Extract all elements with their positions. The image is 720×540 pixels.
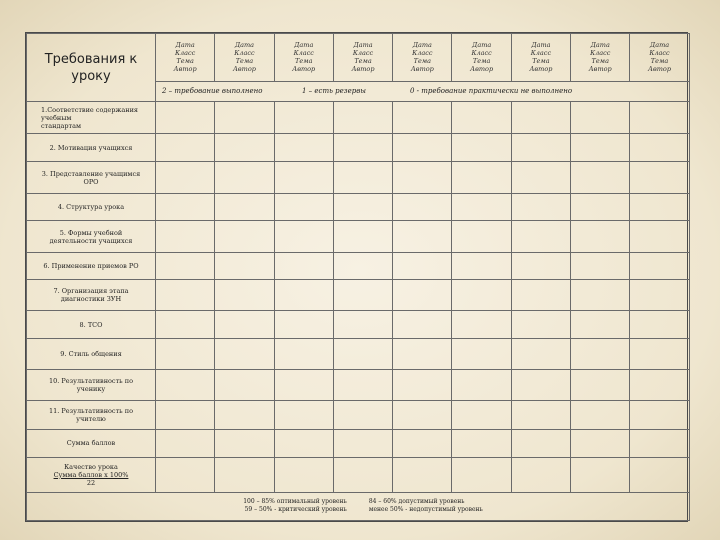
column-header-line3: Тема [176, 57, 194, 66]
quality-label [27, 457, 156, 492]
column-header-line1: Дата [412, 41, 432, 50]
score-cell[interactable] [156, 253, 215, 280]
requirement-row [27, 221, 690, 253]
score-cell[interactable] [333, 311, 392, 339]
score-cell[interactable] [571, 400, 630, 429]
column-header-line1: Дата [531, 41, 551, 50]
score-cell[interactable] [333, 457, 392, 492]
requirement-label-line1: 1.Соответствие содержания [41, 105, 139, 114]
score-cell[interactable] [630, 221, 689, 253]
score-cell[interactable] [274, 102, 333, 134]
score-cell[interactable] [274, 457, 333, 492]
legend-item-2: 2 – требование выполнено [162, 87, 263, 96]
score-cell[interactable] [452, 429, 511, 457]
requirement-label [27, 311, 156, 339]
requirement-row [27, 400, 690, 429]
score-cell[interactable] [333, 253, 392, 280]
column-header-line1: Дата [294, 41, 314, 50]
column-header-line3: Тема [472, 57, 491, 66]
score-cell[interactable] [393, 369, 452, 400]
requirement-label-line1: 6. Применение приемов РО [43, 262, 139, 271]
score-cell[interactable] [215, 280, 274, 311]
requirement-label [27, 221, 156, 253]
column-header-line2: Класс [530, 49, 552, 58]
column-header-line4: Автор [470, 65, 494, 74]
score-cell[interactable] [393, 457, 452, 492]
score-cell[interactable] [452, 400, 511, 429]
column-header-line2: Класс [649, 49, 670, 58]
score-cell[interactable] [452, 134, 511, 162]
score-cell[interactable] [630, 134, 689, 162]
score-cell[interactable] [393, 429, 452, 457]
requirement-row [27, 338, 690, 369]
score-cell[interactable] [156, 311, 215, 339]
score-cell[interactable] [156, 280, 215, 311]
score-cell[interactable] [215, 102, 274, 134]
column-header-line3: Тема [295, 57, 313, 66]
requirement-row [27, 253, 690, 280]
score-cell[interactable] [571, 280, 630, 311]
requirement-label [27, 338, 156, 369]
requirement-row [27, 194, 690, 221]
column-header-line2: Класс [590, 49, 611, 58]
requirement-label-line1: 7. Организация этапа [53, 287, 129, 296]
score-cell[interactable] [571, 134, 630, 162]
requirement-label-line2: учебным [41, 113, 72, 122]
column-header-line3: Тема [235, 57, 254, 66]
column-header-line3: Тема [650, 57, 669, 66]
score-cell[interactable] [393, 162, 452, 194]
score-cell[interactable] [571, 311, 630, 339]
quality-row [27, 457, 690, 492]
score-cell[interactable] [333, 369, 392, 400]
column-header-line1: Дата [649, 41, 670, 50]
score-cell[interactable] [511, 457, 570, 492]
score-cell[interactable] [511, 369, 570, 400]
column-header-line4: Автор [292, 65, 316, 74]
column-header [393, 34, 452, 82]
column-header [215, 34, 274, 82]
score-cell[interactable] [511, 162, 570, 194]
requirement-label-line2: деятельности учащихся [49, 236, 133, 245]
requirement-row [27, 280, 690, 311]
score-cell[interactable] [571, 369, 630, 400]
requirement-label [27, 429, 156, 457]
column-header-line4: Автор [529, 65, 553, 74]
requirement-label [27, 280, 156, 311]
score-cell[interactable] [630, 194, 689, 221]
score-cell[interactable] [452, 102, 511, 134]
score-cell[interactable] [630, 162, 689, 194]
requirement-label-line2: ученику [76, 384, 106, 393]
column-header-line1: Дата [353, 41, 373, 50]
quality-line2: Сумма баллов х 100% [53, 470, 129, 479]
column-header-line4: Автор [588, 65, 612, 74]
score-cell[interactable] [511, 134, 570, 162]
score-cell[interactable] [274, 400, 333, 429]
score-cell[interactable] [215, 400, 274, 429]
quality-line1: Качество урока [64, 462, 118, 471]
score-cell[interactable] [630, 311, 689, 339]
score-cell[interactable] [156, 429, 215, 457]
requirement-label-line1: 4. Структура урока [57, 203, 125, 212]
scale-optimal: 100 – 85% оптимальный уровень [243, 498, 347, 506]
score-cell[interactable] [511, 280, 570, 311]
requirement-label-line1: 5. Формы учебной [59, 228, 123, 237]
requirement-row [27, 102, 690, 134]
score-cell[interactable] [156, 162, 215, 194]
requirement-label-line1: 3. Представление учащимся [41, 169, 141, 178]
score-cell[interactable] [215, 429, 274, 457]
column-header [511, 34, 570, 82]
score-cell[interactable] [452, 311, 511, 339]
score-cell[interactable] [156, 338, 215, 369]
score-cell[interactable] [630, 280, 689, 311]
score-cell[interactable] [274, 369, 333, 400]
requirement-row [27, 369, 690, 400]
column-header-line4: Автор [173, 65, 197, 74]
scale-critical: 59 – 50% - критический уровень [244, 506, 347, 514]
score-cell[interactable] [156, 102, 215, 134]
score-cell[interactable] [511, 221, 570, 253]
footer-row [27, 492, 690, 520]
score-cell[interactable] [274, 221, 333, 253]
column-header-line2: Класс [234, 49, 255, 58]
requirement-row [27, 311, 690, 339]
score-cell[interactable] [571, 102, 630, 134]
requirement-label-line2: учителю [76, 414, 106, 423]
score-cell[interactable] [274, 134, 333, 162]
score-cell[interactable] [452, 221, 511, 253]
requirement-label-line1: Сумма баллов [66, 439, 116, 448]
score-cell[interactable] [571, 162, 630, 194]
score-cell[interactable] [215, 162, 274, 194]
requirement-label-line1: 8. ТСО [79, 320, 103, 329]
column-header [156, 34, 215, 82]
score-cell[interactable] [333, 102, 392, 134]
score-cell[interactable] [393, 400, 452, 429]
score-cell[interactable] [571, 253, 630, 280]
score-cell[interactable] [333, 280, 392, 311]
column-header [452, 34, 511, 82]
score-cell[interactable] [156, 369, 215, 400]
score-cell[interactable] [630, 457, 689, 492]
score-cell[interactable] [571, 221, 630, 253]
score-cell[interactable] [630, 253, 689, 280]
column-header-line1: Дата [590, 41, 610, 50]
score-cell[interactable] [393, 134, 452, 162]
score-cell[interactable] [393, 194, 452, 221]
score-cell[interactable] [156, 134, 215, 162]
quality-line3: 22 [86, 478, 96, 487]
scale-unacceptable: менее 50% - недопустимый уровень [368, 506, 483, 514]
requirement-label-line1: 11. Результативность по [48, 406, 134, 415]
score-cell[interactable] [274, 429, 333, 457]
score-cell[interactable] [274, 338, 333, 369]
requirement-row [27, 429, 690, 457]
score-cell[interactable] [511, 253, 570, 280]
column-header [630, 34, 689, 82]
legend [156, 81, 690, 102]
score-cell[interactable] [452, 338, 511, 369]
requirement-label-line3: стандартам [41, 121, 82, 130]
score-cell[interactable] [452, 162, 511, 194]
score-cell[interactable] [156, 400, 215, 429]
requirement-label-line1: 9. Стиль общения [60, 349, 122, 358]
score-cell[interactable] [156, 221, 215, 253]
table-title: Требования к уроку [27, 34, 156, 102]
column-header-line3: Тема [354, 57, 372, 66]
score-cell[interactable] [571, 338, 630, 369]
column-header-line2: Класс [352, 49, 374, 58]
score-cell[interactable] [511, 429, 570, 457]
score-cell[interactable] [511, 400, 570, 429]
score-cell[interactable] [511, 194, 570, 221]
column-header-line3: Тема [532, 57, 550, 66]
score-cell[interactable] [452, 457, 511, 492]
column-header-line1: Дата [472, 41, 492, 50]
scale-acceptable: 84 – 60% допустимый уровень [368, 498, 465, 506]
score-cell[interactable] [333, 162, 392, 194]
score-cell[interactable] [215, 457, 274, 492]
score-cell[interactable] [393, 253, 452, 280]
score-cell[interactable] [630, 429, 689, 457]
score-cell[interactable] [511, 338, 570, 369]
column-header-line4: Автор [351, 65, 375, 74]
score-cell[interactable] [571, 457, 630, 492]
score-cell[interactable] [452, 369, 511, 400]
score-cell[interactable] [215, 134, 274, 162]
column-header-line2: Класс [174, 49, 196, 58]
score-cell[interactable] [393, 311, 452, 339]
score-cell[interactable] [333, 134, 392, 162]
requirement-label [27, 253, 156, 280]
requirement-row [27, 162, 690, 194]
score-cell[interactable] [630, 338, 689, 369]
score-cell[interactable] [274, 162, 333, 194]
score-cell[interactable] [452, 194, 511, 221]
score-cell[interactable] [511, 102, 570, 134]
legend-item-0: 0 - требование практически не выполнено [410, 87, 573, 96]
requirement-label [27, 194, 156, 221]
score-cell[interactable] [511, 311, 570, 339]
header-row [27, 34, 690, 82]
score-cell[interactable] [156, 457, 215, 492]
requirements-sheet [25, 32, 688, 522]
column-header [571, 34, 630, 82]
score-cell[interactable] [333, 400, 392, 429]
score-cell[interactable] [393, 221, 452, 253]
score-cell[interactable] [452, 280, 511, 311]
requirements-table [26, 33, 690, 521]
score-cell[interactable] [215, 221, 274, 253]
score-cell[interactable] [393, 338, 452, 369]
requirement-label [27, 162, 156, 194]
score-cell[interactable] [393, 280, 452, 311]
column-header-line1: Дата [175, 41, 195, 50]
score-cell[interactable] [630, 369, 689, 400]
score-cell[interactable] [333, 194, 392, 221]
score-cell[interactable] [215, 338, 274, 369]
score-cell[interactable] [333, 221, 392, 253]
column-header-line2: Класс [412, 49, 433, 58]
column-header-line2: Класс [471, 49, 492, 58]
score-cell[interactable] [393, 102, 452, 134]
column-header-line4: Автор [648, 65, 671, 74]
column-header-line4: Автор [410, 65, 434, 74]
score-cell[interactable] [452, 253, 511, 280]
requirement-label-line1: 2. Мотивация учащихся [49, 143, 133, 152]
column-header-line4: Автор [232, 65, 256, 74]
requirement-label-line2: ОРО [83, 177, 99, 186]
requirement-label [27, 102, 156, 134]
requirement-label [27, 134, 156, 162]
score-cell[interactable] [156, 194, 215, 221]
score-cell[interactable] [274, 253, 333, 280]
column-header [274, 34, 333, 82]
score-cell[interactable] [215, 369, 274, 400]
score-cell[interactable] [571, 429, 630, 457]
score-cell[interactable] [215, 194, 274, 221]
requirement-label [27, 400, 156, 429]
score-cell[interactable] [630, 102, 689, 134]
score-cell[interactable] [215, 253, 274, 280]
column-header [333, 34, 392, 82]
score-cell[interactable] [274, 280, 333, 311]
column-header-line1: Дата [234, 41, 255, 50]
requirement-label-line2: диагностики ЗУН [60, 295, 122, 304]
column-header-line2: Класс [293, 49, 314, 58]
score-cell[interactable] [333, 429, 392, 457]
legend-item-1: 1 – есть резервы [302, 87, 366, 96]
column-header-line3: Тема [591, 57, 609, 66]
score-cell[interactable] [630, 400, 689, 429]
score-cell[interactable] [274, 311, 333, 339]
requirement-label-line1: 10. Результативность по [48, 376, 134, 385]
column-header-line3: Тема [413, 57, 432, 66]
score-scale-footer [27, 492, 690, 520]
requirement-row [27, 134, 690, 162]
requirement-label [27, 369, 156, 400]
score-cell[interactable] [571, 194, 630, 221]
score-cell[interactable] [333, 338, 392, 369]
score-cell[interactable] [274, 194, 333, 221]
score-cell[interactable] [215, 311, 274, 339]
